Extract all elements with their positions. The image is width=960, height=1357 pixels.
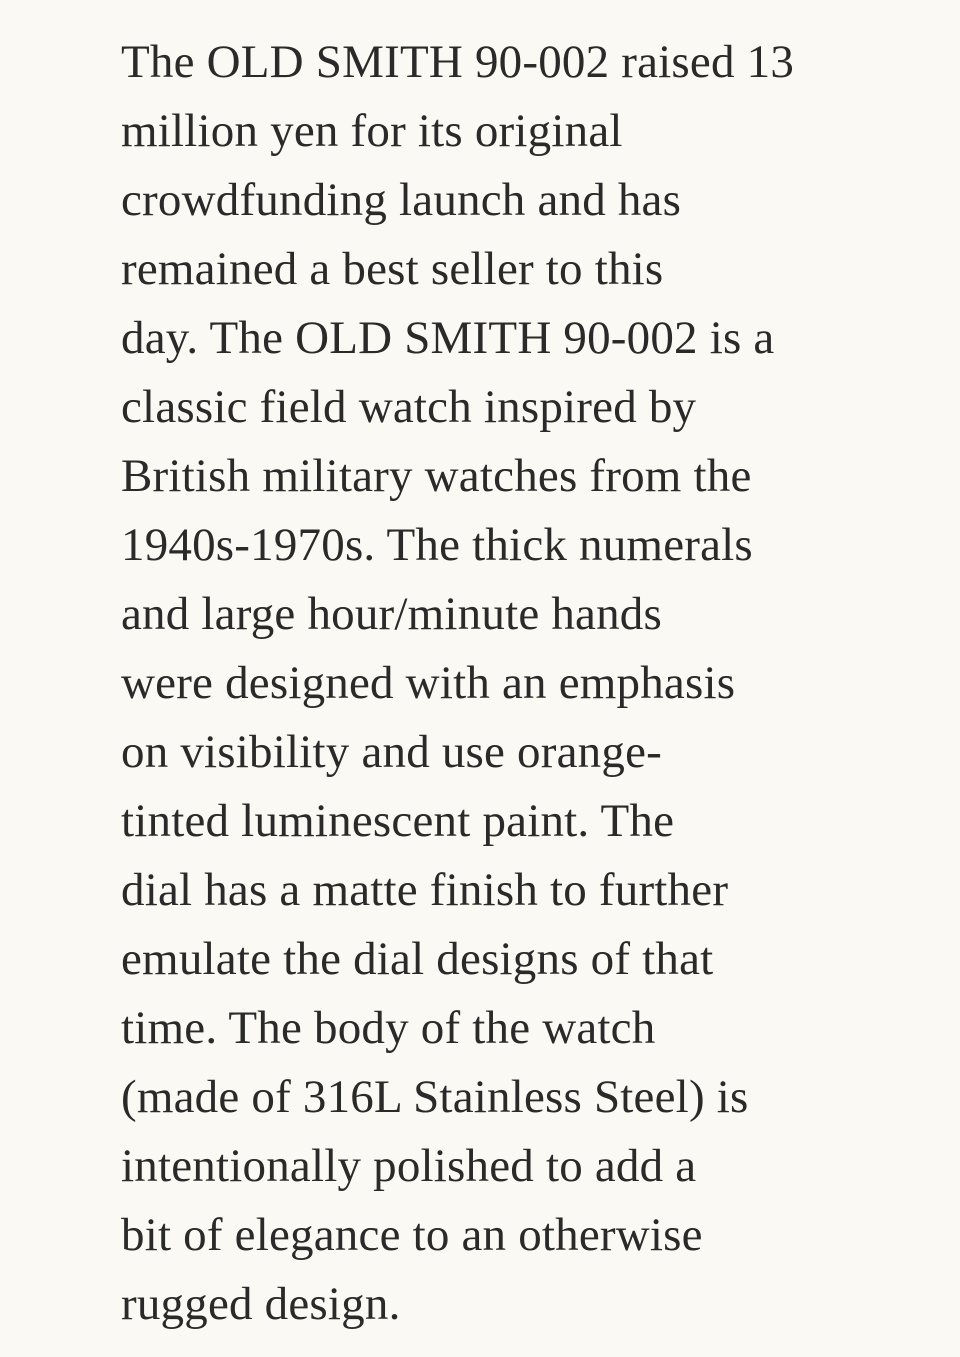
article-paragraph [121, 28, 860, 1339]
paragraph-line-18: bit of elegance to an otherwise [121, 1209, 703, 1261]
paragraph-line-12: tinted luminescent paint. The [121, 795, 675, 847]
paragraph-line-6: classic field watch inspired by [121, 381, 697, 433]
paragraph-line-17: intentionally polished to add a [121, 1140, 697, 1192]
paragraph-line-9: and large hour/minute hands [121, 588, 662, 640]
paragraph-line-14: emulate the dial designs of that [121, 933, 714, 985]
paragraph-line-3: crowdfunding launch and has [121, 174, 682, 226]
paragraph-line-16: (made of 316L Stainless Steel) is [121, 1071, 749, 1123]
paragraph-line-4: remained a best seller to this [121, 243, 664, 295]
paragraph-line-15: time. The body of the watch [121, 1002, 656, 1054]
paragraph-line-8: 1940s-1970s. The thick numerals [121, 519, 753, 571]
paragraph-line-7: British military watches from the [121, 450, 752, 502]
paragraph-line-2: million yen for its original [121, 105, 623, 157]
paragraph-line-19: rugged design. [121, 1278, 401, 1330]
paragraph-line-13: dial has a matte finish to further [121, 864, 729, 916]
paragraph-line-5: day. The OLD SMITH 90-002 is a [121, 312, 775, 364]
paragraph-line-10: were designed with an emphasis [121, 657, 736, 709]
paragraph-line-11: on visibility and use orange- [121, 726, 662, 778]
paragraph-line-1: The OLD SMITH 90-002 raised 13 [121, 36, 795, 88]
